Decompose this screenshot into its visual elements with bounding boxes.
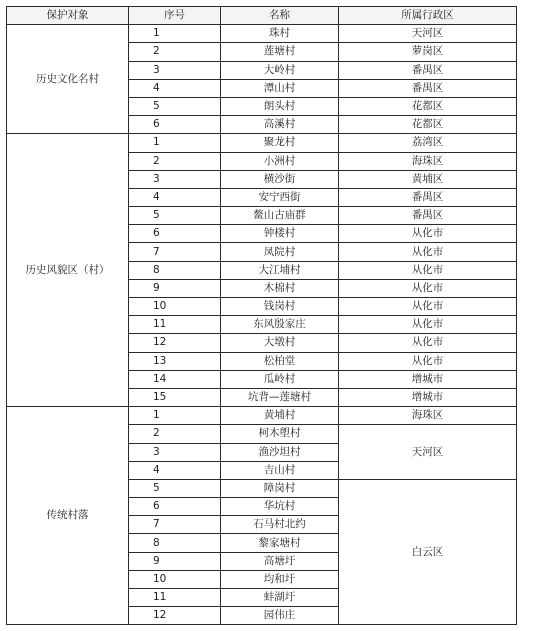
table-header-row <box>7 7 517 25</box>
row-district: 从化市 <box>339 279 517 297</box>
row-district: 从化市 <box>339 298 517 316</box>
row-name: 黄埔村 <box>221 407 339 425</box>
table-row <box>7 25 517 43</box>
row-number: 12 <box>129 334 221 352</box>
row-number: 2 <box>129 152 221 170</box>
row-name: 莲塘村 <box>221 43 339 61</box>
protection-table <box>6 6 517 625</box>
row-name: 柯木塱村 <box>221 425 339 443</box>
row-number: 11 <box>129 316 221 334</box>
group-label-historic-village: 历史文化名村 <box>7 25 129 134</box>
row-number: 7 <box>129 243 221 261</box>
group-label-traditional-village: 传统村落 <box>7 407 129 625</box>
row-number: 8 <box>129 534 221 552</box>
row-name: 大江埔村 <box>221 261 339 279</box>
row-district: 海珠区 <box>339 152 517 170</box>
row-number: 1 <box>129 25 221 43</box>
row-number: 6 <box>129 498 221 516</box>
row-district: 番禺区 <box>339 79 517 97</box>
row-name: 障岗村 <box>221 479 339 497</box>
row-name: 珠村 <box>221 25 339 43</box>
row-number: 5 <box>129 479 221 497</box>
row-name: 钟楼村 <box>221 225 339 243</box>
row-number: 5 <box>129 97 221 115</box>
row-number: 4 <box>129 79 221 97</box>
table-row <box>7 134 517 152</box>
row-district: 番禺区 <box>339 188 517 206</box>
row-number: 12 <box>129 607 221 625</box>
row-number: 3 <box>129 61 221 79</box>
row-district: 萝岗区 <box>339 43 517 61</box>
row-district: 从化市 <box>339 352 517 370</box>
row-name: 木棉村 <box>221 279 339 297</box>
row-name: 安宁西街 <box>221 188 339 206</box>
row-name: 高塘圩 <box>221 552 339 570</box>
row-number: 4 <box>129 188 221 206</box>
row-number: 1 <box>129 407 221 425</box>
row-number: 15 <box>129 388 221 406</box>
row-number: 2 <box>129 425 221 443</box>
row-district: 天河区 <box>339 25 517 43</box>
row-district: 番禺区 <box>339 207 517 225</box>
row-district: 增城市 <box>339 388 517 406</box>
row-number: 6 <box>129 116 221 134</box>
row-name: 瓜岭村 <box>221 370 339 388</box>
row-number: 5 <box>129 207 221 225</box>
row-name: 渔沙坦村 <box>221 443 339 461</box>
row-name: 高溪村 <box>221 116 339 134</box>
row-name: 大墩村 <box>221 334 339 352</box>
row-name: 吉山村 <box>221 461 339 479</box>
row-name: 石马村北约 <box>221 516 339 534</box>
table-row <box>7 407 517 425</box>
row-district: 从化市 <box>339 225 517 243</box>
row-district: 荔湾区 <box>339 134 517 152</box>
row-number: 3 <box>129 443 221 461</box>
row-district: 花都区 <box>339 116 517 134</box>
row-district: 从化市 <box>339 316 517 334</box>
row-name: 黎家塘村 <box>221 534 339 552</box>
row-name: 大岭村 <box>221 61 339 79</box>
row-name: 园伟庄 <box>221 607 339 625</box>
row-name: 凤院村 <box>221 243 339 261</box>
group-label-historic-area: 历史风貌区（村） <box>7 134 129 407</box>
row-name: 东风殷家庄 <box>221 316 339 334</box>
row-number: 11 <box>129 589 221 607</box>
row-number: 7 <box>129 516 221 534</box>
row-district: 海珠区 <box>339 407 517 425</box>
row-number: 9 <box>129 552 221 570</box>
row-name: 潭山村 <box>221 79 339 97</box>
row-district: 黄埔区 <box>339 170 517 188</box>
row-number: 1 <box>129 134 221 152</box>
row-name: 蚌湖圩 <box>221 589 339 607</box>
row-number: 8 <box>129 261 221 279</box>
row-number: 10 <box>129 298 221 316</box>
row-number: 9 <box>129 279 221 297</box>
header-name: 名称 <box>221 7 339 25</box>
row-name: 朗头村 <box>221 97 339 115</box>
row-name: 横沙街 <box>221 170 339 188</box>
row-name: 聚龙村 <box>221 134 339 152</box>
row-number: 6 <box>129 225 221 243</box>
header-serial-no: 序号 <box>129 7 221 25</box>
row-number: 3 <box>129 170 221 188</box>
header-protect-object: 保护对象 <box>7 7 129 25</box>
row-name: 坑背—莲塘村 <box>221 388 339 406</box>
row-number: 13 <box>129 352 221 370</box>
row-number: 2 <box>129 43 221 61</box>
header-district: 所属行政区 <box>339 7 517 25</box>
row-name: 鳌山古庙群 <box>221 207 339 225</box>
row-number: 4 <box>129 461 221 479</box>
row-district: 从化市 <box>339 243 517 261</box>
merged-district-baiyun: 白云区 <box>339 479 517 625</box>
row-name: 华坑村 <box>221 498 339 516</box>
row-name: 钱岗村 <box>221 298 339 316</box>
merged-district-tianhe: 天河区 <box>339 425 517 480</box>
row-name: 松柏堂 <box>221 352 339 370</box>
row-district: 花都区 <box>339 97 517 115</box>
row-number: 14 <box>129 370 221 388</box>
row-number: 10 <box>129 570 221 588</box>
row-district: 从化市 <box>339 334 517 352</box>
row-district: 番禺区 <box>339 61 517 79</box>
row-district: 增城市 <box>339 370 517 388</box>
row-name: 小洲村 <box>221 152 339 170</box>
row-district: 从化市 <box>339 261 517 279</box>
row-name: 均和圩 <box>221 570 339 588</box>
